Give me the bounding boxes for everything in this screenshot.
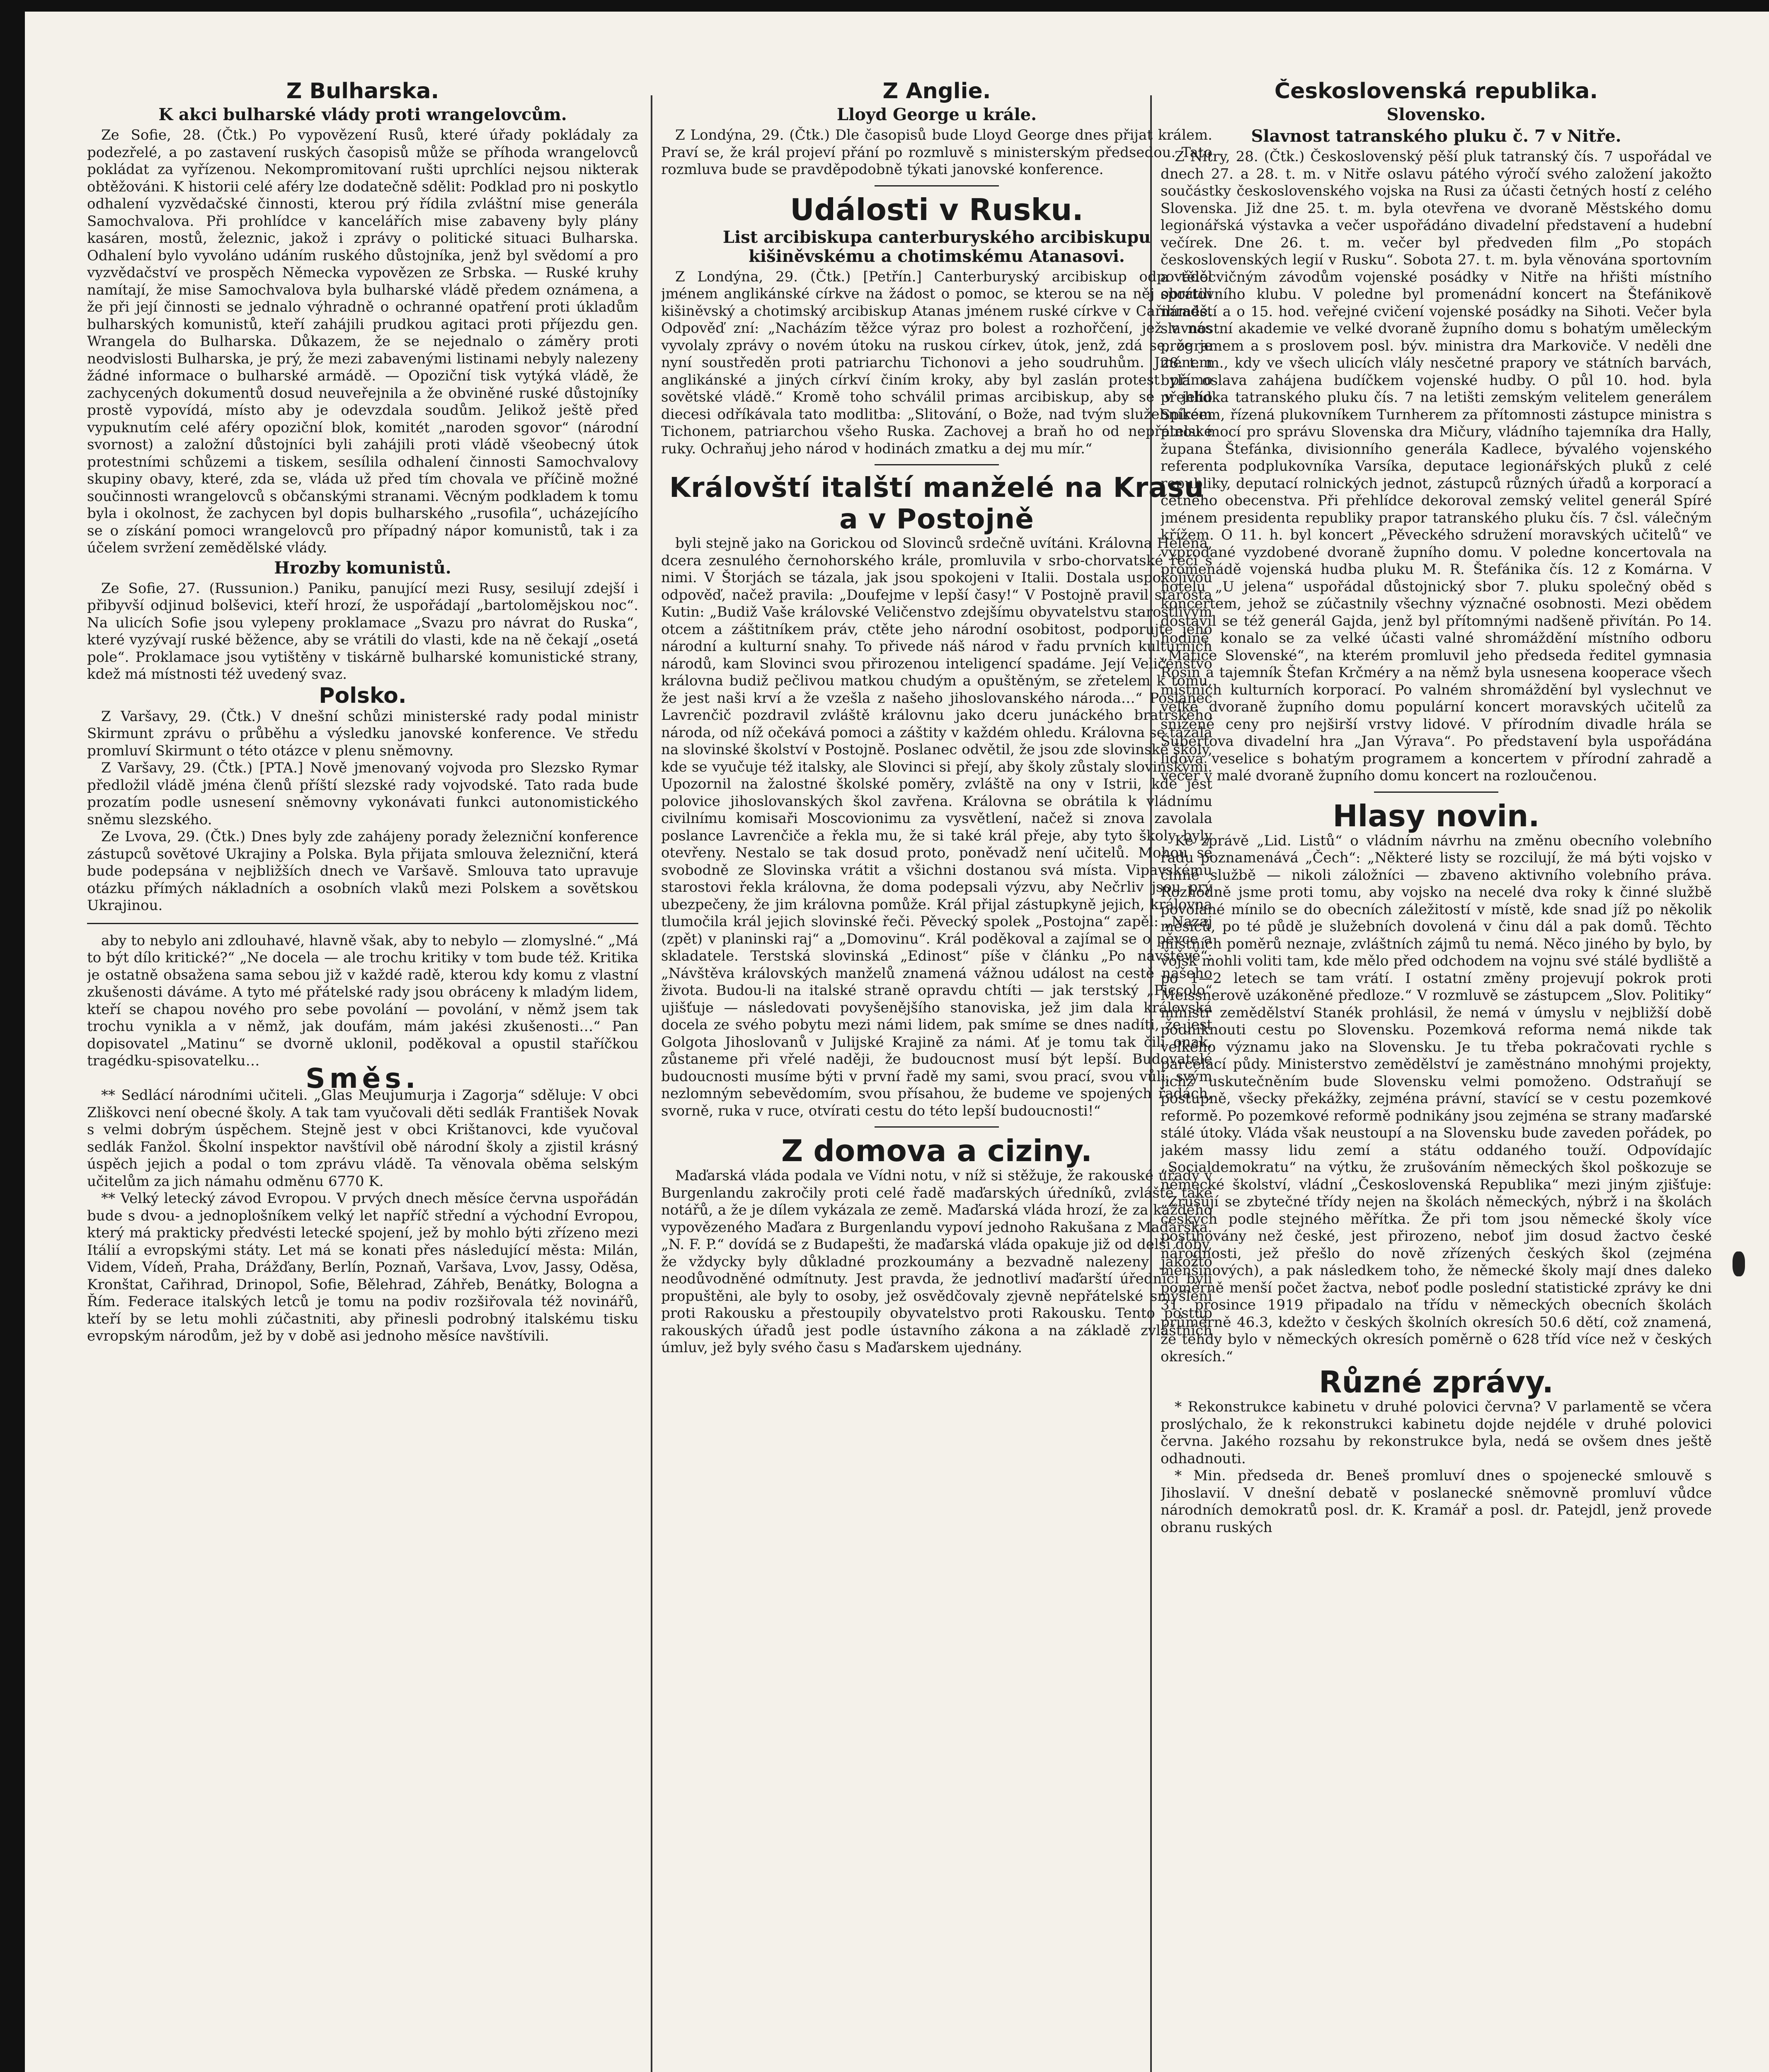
article-paragraph: Ze Lvova, 29. (Čtk.) Dnes byly zde zahájeny porady železniční konference zástupců sovětové Ukrajiny a Polska. Byla přijata smlouva železniční, která bude podepsána v nejbližších dnech ve Varšavě. Smlouva tato upravuje otázku přímých nákladních a osobních vlaků mezi Polskem a sovětskou Ukrajinou. xyxy=(87,828,638,914)
article-body: Ze Sofie, 27. (Russunion.) Paniku, panující mezi Rusy, sesilují zdejší i přibyvší odjinud bolševici, kteří hrozí, že uspořádají „bartolomějskou noc“. Na ulicích Sofie jsou vylepeny proklamace „Svazu pro návrat do Ruska“, které vyzývají ruské běžence, aby se vrátili do vlasti, kde na ně čekají „osetá pole“. Proklamace jsou vytištěny v tiskárně bulharské komunistické strany, kdež má místnosti též uvedený svaz. xyxy=(87,580,638,683)
section-divider xyxy=(875,464,999,465)
article-body: Maďarská vláda podala ve Vídni notu, v níž si stěžuje, že rakouské úřady v Burgenlandu zakročily proti celé řadě maďarských úředníků, zvláště také notářů, a že je dílem vykázala ze země. Maďarská vláda hrozí, že za každého vypovězeného Maďara z Burgenlandu vypoví jednoho Rakušana z Maďarska. „N. F. P.“ dovídá se z Budapešti, že maďarská vláda opakuje již od delší doby, že vždycky byly důkladné prozkoumány a bezvadně nalezeny jakožto neodůvodněné odmítnuty. Jest pravda, že jednotliví maďarští úředníci byli propuštěni, ale byly to osoby, jež osvědčovaly zjevně nepřátelské smýšlení proti Rakousku a přestoupily obyvatelstvo proti Rakousku. Tento postup rakouských úřadů jest podle ústavního zákona a na základě zvláštních úmluv, jež byly svého času s Maďarskem ujednány. xyxy=(661,1167,1212,1356)
article-body: Z Nitry, 28. (Čtk.) Československý pěší pluk tatranský čís. 7 uspořádal ve dnech 27. a 28. t. m. v Nitře oslavu pátého výročí svého založení jakožto součástky československého vojska na Rusi za účasti četných hostí z celého Slovenska. Již dne 25. t. m. byla otevřena ve dvoraně Městského domu legionářská výstavka a večer uspořádáno divadelní představení a hudební večírek. Dne 26. t. m. večer byl předveden film „Po stopách československých legií v Rusku“. Sobota 27. t. m. byla věnována sportovním a tělocvičným závodům vojenské posádky v Nitře na hřišti místního sportovního klubu. V poledne byl promenádní koncert na Štefánikově náměstí a o 15. hod. veřejné cvičení vojenské posádky na Sihoti. Večer byla slavnostní akademie ve velké dvoraně župního domu s bohatým uměleckým programem a s proslovem posl. býv. ministra dra Markoviče. V neděli dne 28. t. m., kdy ve všech ulicích vlály nesčetné prapory ve státních barvách, byla oslava zahájena budíčkem vojenské hudby. O půl 10. hod. byla přehlídka tatranského pluku čís. 7 na letišti zemským velitelem generálem Spíréem, řízená plukovníkem Turnherem za přítomnosti zástupce ministra s plnou mocí pro správu Slovenska dra Mičury, vládního tajemníka dra Hally, župana Štefánka, divisionního generála Kadlece, bývalého vojenského referenta podplukovníka Varsíka, deputace legionářských pluků z celé republiky, deputací rolnických jednot, zástupců různých úřadů a korporací a četného obecenstva. Při přehlídce dekoroval zemský velitel generál Spíré jménem presidenta republiky prapor tatranského pluku čís. 7 čsl. válečným křížem. O 11. h. byl koncert „Pěveckého sdružení moravských učitelů“ ve vyprodané vyzdobené dvoraně župního domu. V poledne koncertovala na promenádě vojenská hudba pluku M. R. Štefánika čís. 12 z Komárna. V hotelu „U jelena“ uspořádal důstojnický sbor 7. pluku společný oběd s koncertem, jehož se zúčastnily všechny význačné osobnosti. Mezi obědem dostavil se též generál Gajda, jenž byl přítomnými nadšeně přivítán. Po 14. hodině konalo se za velké účasti valné shromáždění místního odboru „Matice Slovenské“, na kterém promluvil jeho předseda ředitel gymnasia Rosin a tajemník Štefan Krčméry a na němž byla usnesena kooperace všech místních kulturních korporací. Po valném shromáždění byl vyslechnut ve velké dvoraně župního domu populární koncert moravských učitelů za snížené ceny pro nejširší vrstvy lidové. V přírodním divadle hrála se Šubertova divadelní hra „Jan Výrava“. Po představení byla uspořádána lidová veselice s bohatým programem a koncertem v přírodní zahradě a večer v malé dvoraně župního domu koncert na rozloučenou. xyxy=(1161,148,1712,784)
feuilleton-text: aby to nebylo ani zdlouhavé, hlavně však, aby to nebylo — zlomyslné.“ „Má to být dílo kritické?“ „Ne docela — ale trochu kritiky v tom bude též. Kritika je ostatně obsažena sama sebou již v každé radě, kterou kdy komu z vlastní zkušenosti dáváme. A tyto mé přátelské rady jsou obráceny k mladým lidem, kteří se chapou nového pro sebe povolání — povolání, v němž jsem tak trochu vynikla a v němž, jak doufám, mám jakési zkušenosti…“ Pan dopisovatel „Matinu“ se dvorně uklonil, poděkoval a opustil staříčkou tragédku-spisovatelku… xyxy=(87,932,638,1069)
article-polsko xyxy=(87,683,638,915)
article-hrozby xyxy=(87,559,638,683)
article-paragraph: * Min. předseda dr. Beneš promluví dnes o spojenecké smlouvě s Jihoslavií. V dnešní debatě v poslanecké sněmovně promluví vůdce národních demokratů posl. dr. K. Kramář a posl. dr. Patejdl, jenž provede obranu ruských xyxy=(1161,1467,1712,1536)
section-heading: Z Anglie. xyxy=(882,79,991,104)
section-divider xyxy=(87,923,638,924)
article-title: Slavnost tatranského pluku č. 7 v Nitře. xyxy=(1251,126,1621,146)
article-body: byli stejně jako na Gorickou od Slovinců srdečně uvítáni. Královna Helena, dcera zesnulého černohorského krále, promluvila v srbo-chorvatské řeči s nimi. V Štorjách se tázala, jak jsou spokojeni v Italii. Dostala uspokojivou odpověď, načež pravila: „Doufejme v lepší časy!“ V Postojně pravil starosta Kutin: „Budiž Vaše královské Veličenstvo zdejšímu obyvatelstvu starostlivým otcem a záštitníkem práv, ctěte jeho národní osobitost, podporujte jeho národní a kulturní snahy. To přivede náš národ v řadu prvních kulturních národů, kam Slovinci svou přirozenou inteligencí spadáme. Její Veličenstvo královna budiž pečlivou matkou chudým a opuštěným, se zřetelem k tomu, že jest naši krví a že vzešla z našeho jihoslovanského národa…“ Poslanec Lavrenčič pozdravil zvláště královnu jako dceru junáckého bratrského národa, od níž očekává pomoci a záštity v každém ohledu. Královna se tázala na slovinské školství v Postojně. Poslanec odvětil, že jsou zde slovinské školy, kde se vyučuje též italsky, ale Slovinci si přejí, aby školy zůstaly slovinskými. Upozornil na žalostné školské poměry, zvláště na ony v Istrii, kde jest polovice jihoslovanských škol zavřena. Královna se obrátila k vládnímu civilnímu komisaři Moscovionimu za vysvětlení, načež si znova zavolala poslance Lavrenčiče a řekla mu, že si také král přeje, aby tyto školy byly otevřeny. Nestalo se tak dosud proto, poněvadž není učitelů. Mohou se svobodně ze Slovinska vrátit a všichni dostanou svá místa. Vipavskému starostovi řekla královna, že doma podepsali výzvu, aby Nečrliv jsou prý ubezpečeny, že jim královna pomůže. Král přijal zástupkyně jejich, královna tlumočila král jejich slovinské řeči. Pěvecký spolek „Postojna“ zapěl: „Nazaj (zpět) v planinski raj“ a „Domovinu“. Král poděkoval a zajímal se o pěvce a skladatele. Terstská slovinská „Edinost“ píše v článku „Po návštěvě“: „Návštěva královských manželů znamená vážnou událost na cestě našeho života. Budou-li na italské straně opravdu chtíti — jak terstský „Piccolo“ ujišťuje — následovati povyšenějšího stanoviska, jež jim dala královská docela ze svého pobytu mezi námi lidem, pak smíme se dnes nadíti, že jest Golgota Jihoslovanů v Julijské Krajině za námi. Ať je tomu tak čili onak, zůstaneme při vřelé naději, že budoucnost musí být lepší. Budovatelé budoucnosti musíme býti v první řadě my sami, svou prací, svou vůlí, svým nezlomným sebevědomím, svou přísahou, že budeme ve spojených řadách, svorně, ruka v ruce, otvírati cestu do této lepší budoucnosti!“ xyxy=(661,535,1212,1119)
scan-border-top xyxy=(0,0,1769,12)
article-body: Ze Sofie, 28. (Čtk.) Po vypovězení Rusů, které úřady pokládaly za podezřelé, a po zastavení ruských časopisů může se příhoda wrangelovců pokládat za vyřízenou. Nekompromitovaní rušti uprchlíci nejsou nikterak obtěžováni. K historii celé aféry lze dodatečně sdělit: Podklad pro ni poskytlo odhalení vyzvědačské činnosti, kterou prý řídila zvláštní mise generála Samochvalova. Při prohlídce v kancelářích mise zabaveny byly plány kasáren, mostů, železnic, jakož i zprávy o politické situaci Bulharska. Odhalení bylo vyvoláno udáním ruského důstojníka, jenž byl svědomí a pro vyzvědačství ve prospěch Německa vypovězen ze Srbska. — Ruské kruhy namítají, že mise Samochvalova byla bulharské vládě předem oznámena, a že při její činnosti se jednalo výhradně o ochranné opatření proti úkladům bulharských komunistů, kteří zahájili prudkou agitaci proti příjezdu gen. Wrangela do Bulharska. Důkazem, že se nejednalo o záměry proti neodvislosti Bulharska, je prý, že mezi zabavenými listinami nebyly nalezeny žádné informace o bulharské armádě. — Opoziční tisk vytýká vládě, že zachycených dokumentů dosud neuveřejnila a že obviněné ruské důstojníky prostě vypovídá, místo aby je odevzdala soudům. Jelikož ještě před vypuknutím celé aféry opoziční blok, komitét „naroden sgovor“ (národní svornost) a založní důstojníci byli zahájili proti vládě všeobecný útok protestními schůzemi a tiskem, sesílila odhalení činnosti Samochvalovy skupiny obavy, které, zda se, vláda už před tím chovala ve příčině možné součinnosti wrangelovců s občanskými stranami. Věcným podkladem k tomu byla i okolnost, že zachycen byl dopis bulharského „rusofila“, ucházejícího se o získání pomoci wrangelovců pro případný nápor komunistů, tak i za účelem svržení zemědělské vlády. xyxy=(87,127,638,556)
section-heading: Polsko. xyxy=(319,683,407,708)
section-heading: Z domova a ciziny. xyxy=(781,1133,1092,1168)
article-hlasy xyxy=(1161,799,1712,1366)
article-domova xyxy=(661,1134,1212,1357)
section-heading: Směs. xyxy=(305,1062,420,1094)
article-subheading: K akci bulharské vlády proti wrangelovcům. xyxy=(158,105,567,124)
article-anglie xyxy=(661,79,1212,179)
article-kralovsti xyxy=(661,472,1212,1120)
article-body: Z Londýna, 29. (Čtk.) Dle časopisů bude Lloyd George dnes přijat králem. Praví se, že král projeví přání po rozmluvě s ministerským předsedou. Tato rozmluva bude se pravděpodobně týkati janovské konference. xyxy=(661,127,1212,178)
section-heading: Z Bulharska. xyxy=(286,79,439,104)
column-divider xyxy=(651,95,652,2072)
feuilleton xyxy=(87,932,638,1070)
article-paragraph: ** Sedlácí národními učiteli. „Glas Meujumurja i Zagorja“ sděluje: V obci Zliškovci není obecné školy. A tak tam vyučovali děti sedlák František Novak s velmi dobrým úspěchem. Stejně jest v obci Krištanovci, kde vyučoval sedlák Fanžol. Školní inspektor navštívil obě národní školy a zjistil krásný úspěch jejich a podal o tom zprávu vládě. Ta věnovala oběma selským učitelům za jich námahu odměnu 6770 K. xyxy=(87,1087,638,1190)
article-cs-republika xyxy=(1161,79,1712,785)
section-heading: Události v Rusku. xyxy=(790,192,1083,227)
article-paragraph: * Rekonstrukce kabinetu v druhé polovici června? V parlamentě se včera proslýchalo, že k rekonstrukci kabinetu dojde nejdéle v druhé polovici června. Jakého rozsahu by rekonstrukce byla, nedá se ovšem dnes ještě odhadnouti. xyxy=(1161,1399,1712,1467)
article-rusko xyxy=(661,193,1212,458)
article-ruzne xyxy=(1161,1365,1712,1536)
section-divider xyxy=(875,185,999,186)
column-left xyxy=(87,79,638,2072)
article-body: Ke zprávě „Lid. Listů“ o vládním návrhu na změnu obecního volebního řádu poznamenává „Čech“: „Některé listy se rozcilují, že má býti vojsko v činné službě — nikoli záložníci — zbaveno aktivního volebního práva. Rozhodně jsme proti tomu, aby vojsko na necelé dva roky k činné službě povolané mínilo se do obecních záležitostí v místě, kde snad jíž po několik měsíců, po té půdě je služebních dovolená v činu dál a pak domů. Těchto místních poměrů neznaje, zvláštních zájmů tu nemá. Něco jiného by bylo, by vojsk mohli voliti tam, kde mělo před odchodem na vojnu své stálé bydliště a po 1—2 letech se tam vrátí. I ostatní změny projevují pokrok proti Meissnerově uzákoněné předloze.“ V rozmluvě se zástupcem „Slov. Politiky“ ministr zemědělství Stanék prohlásil, že nemá v úmyslu v nejbližší době podniknouti cestu po Slovensku. Pozemková reforma nemá nikde tak velkého významu jako na Slovensku. Je tu třeba pokračovati rychle s parcelací půdy. Ministerstvo zemědělství je zaměstnáno mnohými projekty, jichž uskutečněním bude Slovensku velmi pomoženo. Odstraňují se postupně, všecky překážky, zejména právní, stavící se v cestu pozemkové reformě. Po pozemkové reformě podnikány jsou zejména se strany maďarské stálé útoky. Vláda však neustoupí a na Slovensku bude zaveden pořádek, po jakém massy lidu zemí a státu oddaného touží. Odpovídajíc „Socialdemokratu“ na výtku, že zrušováním německých škol poškozuje se německé školství, vládní „Československá Republika“ mezi jiným zjišťuje: „Zrušují se zbytečné třídy nejen na školách německých, nýbrž i na školách českých podle stejného měřítka. Že při tom jsou německé školy více postihovány než české, jest přirozeno, neboť jim dosud žactvo české národnosti, jež přešlo do nově zřízených českých škol (zejména menšinových), a pak následkem toho, že německé školy mají dnes daleko poměrně menší počet žactva, neboť podle poslední statistické zprávy ke dni 31. prosince 1919 připadalo na třídu v německých obecních školách průměrně 46.3, kdežto v českých školních okresích 50.6 dětí, což znamená, že tehdy bylo v německých okresích poměrně o 628 tříd více než v českých okresích.“ xyxy=(1161,832,1712,1365)
section-divider xyxy=(1374,792,1498,793)
section-heading: Různé zprávy. xyxy=(1319,1365,1553,1399)
ink-blot xyxy=(1733,1251,1745,1276)
section-heading: Královští italští manželé na Krasu a v Postojně xyxy=(669,472,1204,535)
scan-border-left xyxy=(0,0,25,2072)
article-paragraph: Z Varšavy, 29. (Čtk.) [PTA.] Nově jmenovaný vojvoda pro Slezsko Rymar předložil vládě jména členů příští slezské rady vojvodské. Tato rada bude prozatím podle usnesení sněmovny vykonávati funkci autonomistického sněmu slezského. xyxy=(87,760,638,828)
section-heading: Československá republika. xyxy=(1274,79,1598,104)
article-smes xyxy=(87,1062,638,1345)
article-paragraph: Z Varšavy, 29. (Čtk.) V dnešní schůzi ministerské rady podal ministr Skirmunt zprávu o průběhu a výsledku janovské konference. Ve středu promluví Skirmunt o této otázce v plenu sněmovny. xyxy=(87,708,638,759)
article-body: Z Londýna, 29. (Čtk.) [Petřín.] Canterburyský arcibiskup odpověděl jménem anglikánské církve na žádost o pomoc, se kterou se na něj obrátili kišiněvský a chotimský arcibiskup Atanas jménem ruské církve v Cařihradě. Odpověď zní: „Nacházím těžce výraz pro bolest a rozhořčení, jež v nás vyvolaly zprávy o novém útoku na ruskou církev, útok, jenž, zdá se, že je nyní soustředěn proti patriarchu Tichonovi a jeho soudruhům. Jménem anglikánské a jiných církví činím kroky, aby byl zaslán protest přímo sovětské vládě.“ Kromě toho schválil primas arcibiskup, aby se v jeho diecesi odříkávala tato modlitba: „Slitování, o Bože, nad tvým služebníkem Tichonem, patriarchou všeho Ruska. Zachovej a braň ho od nepřátelské ruky. Ochraňuj jeho národ v hodinách zmatku a dej mu mír.“ xyxy=(661,268,1212,457)
column-right xyxy=(1161,79,1712,2072)
article-subheading: List arcibiskupa canterburyského arcibiskupu kišiněvskému a chotimskému Atanasovi. xyxy=(722,227,1151,266)
column-middle xyxy=(661,79,1212,2072)
article-paragraph: ** Velký letecký závod Evropou. V prvých dnech měsíce června uspořádán bude s dvou- a jednoplošníkem velký let napříč střední a východní Evropou, který má prakticky předvésti letecké spojení, jež by mohlo býti zřízeno mezi Itálií a evropskými státy. Let má se konati přes následující města: Milán, Videm, Vídeň, Praha, Drážďany, Berlín, Poznaň, Varšava, Lvov, Jassy, Oděsa, Kronštat, Cařihrad, Drinopol, Sofie, Bělehrad, Záhřeb, Benátky, Bologna a Řím. Federace italských letců je tomu na podiv rozšiřovala též novinářů, kteří by se letu mohli zúčastniti, aby přinesli podrobný italskému tisku evropským národům, jež by v době asi jednoho měsíce navštívili. xyxy=(87,1190,638,1344)
article-subheading: Hrozby komunistů. xyxy=(274,558,451,578)
section-divider xyxy=(875,1126,999,1128)
article-subheading: Lloyd George u krále. xyxy=(836,105,1037,124)
article-bulharska xyxy=(87,79,638,557)
article-subheading: Slovensko. xyxy=(1386,105,1486,124)
section-heading: Hlasy novin. xyxy=(1333,798,1540,833)
